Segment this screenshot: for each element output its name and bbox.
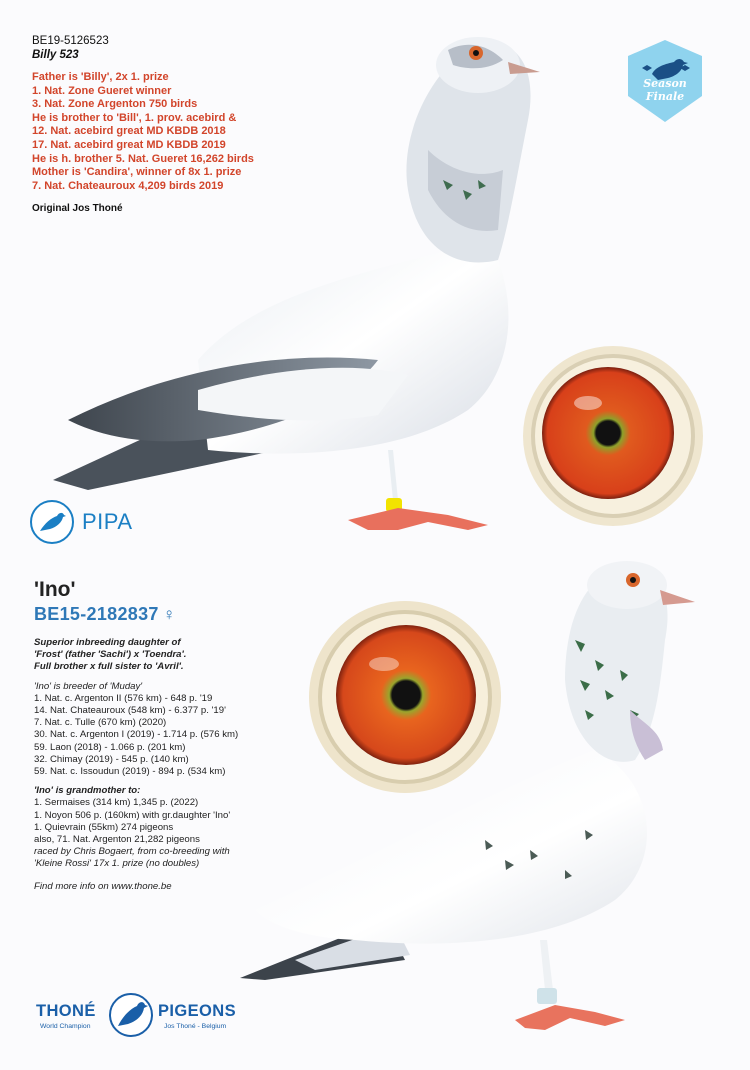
grandmother-result: also, 71. Nat. Argenton 21,282 pigeons: [34, 834, 200, 846]
original-breeder-note: Original Jos Thoné: [32, 203, 123, 215]
logo-sub-location: Jos Thoné - Belgium: [164, 1023, 227, 1030]
grandmother-result: 1. Noyon 506 p. (160km) with gr.daughter 'Ino': [34, 809, 231, 821]
achievement-line: 12. Nat. acebird great MD KBDB 2018: [32, 125, 226, 138]
breeder-heading: 'Ino' is breeder of 'Muday': [34, 680, 143, 692]
season-finale-badge: [624, 38, 706, 124]
logo-pigeon-icon: [108, 992, 154, 1038]
top-bird-name: Billy 523: [32, 49, 79, 61]
achievement-line: 3. Nat. Zone Argenton 750 birds: [32, 98, 198, 111]
breeder-result: 59. Nat. c. Issoudun (2019) - 894 p. (534 km): [34, 766, 226, 778]
logo-word-pigeons: PIGEONS: [158, 1002, 236, 1020]
breeder-result: 7. Nat. c. Tulle (670 km) (2020): [34, 717, 167, 729]
badge-line-1: Season: [643, 77, 687, 90]
ino-intro-line: 'Frost' (father 'Sachi') x 'Toendra'.: [34, 649, 187, 661]
breeder-result: 30. Nat. c. Argenton I (2019) - 1.714 p. (576 km): [34, 729, 239, 741]
top-bird-ring-number: BE19-5126523: [32, 35, 109, 47]
thone-pigeons-logo: [36, 990, 246, 1040]
breeder-result: 14. Nat. Chateauroux (548 km) - 6.377 p. '19': [34, 705, 226, 717]
badge-line-2: Finale: [645, 90, 685, 103]
pipa-pigeon-icon: [30, 500, 74, 544]
breeder-result: 1. Nat. c. Argenton II (576 km) - 648 p. '19: [34, 692, 213, 704]
achievement-line: 1. Nat. Zone Gueret winner: [32, 84, 172, 97]
grandmother-heading: 'Ino' is grandmother to:: [34, 785, 141, 797]
top-bird-info: [32, 34, 332, 214]
achievement-line: He is h. brother 5. Nat. Gueret 16,262 birds: [32, 152, 254, 165]
ino-intro-line: Full brother x full sister to 'Avril'.: [34, 661, 184, 673]
breeder-result: 59. Laon (2018) - 1.066 p. (201 km): [34, 741, 186, 753]
raced-by-line: raced by Chris Bogaert, from co-breeding with: [34, 846, 230, 858]
achievement-line: Mother is 'Candira', winner of 8x 1. prize: [32, 166, 242, 179]
breeder-result: 32. Chimay (2019) - 545 p. (140 km): [34, 753, 189, 765]
ino-intro-line: Superior inbreeding daughter of: [34, 637, 181, 648]
achievement-line: 17. Nat. acebird great MD KBDB 2019: [32, 138, 226, 151]
ino-ring-code: BE15-2182837: [34, 604, 159, 624]
logo-word-thone: THONÉ: [36, 1002, 96, 1020]
grandmother-result: 1. Sermaises (314 km) 1,345 p. (2022): [34, 797, 199, 809]
top-bird-achievements: [32, 71, 332, 193]
female-icon: ♀: [162, 605, 176, 624]
ino-description: [34, 637, 324, 893]
achievement-line: He is brother to 'Bill', 1. prov. acebird &: [32, 111, 237, 124]
achievement-line: Father is 'Billy', 2x 1. prize: [32, 71, 169, 83]
top-pigeon-eye-closeup: [520, 343, 706, 529]
more-info-link[interactable]: Find more info on www.thone.be: [34, 880, 172, 892]
grandmother-result: 1. Quievrain (55km) 274 pigeons: [34, 821, 174, 833]
ino-title: 'Ino': [34, 578, 76, 601]
ino-ring-number: [34, 604, 176, 625]
raced-by-line: 'Kleine Rossi' 17x 1. prize (no doubles): [34, 858, 200, 870]
pipa-label: PIPA: [82, 509, 133, 534]
achievement-line: 7. Nat. Chateauroux 4,209 birds 2019: [32, 179, 224, 192]
logo-sub-world-champion: World Champion: [40, 1023, 91, 1030]
pipa-logo: [30, 498, 133, 546]
